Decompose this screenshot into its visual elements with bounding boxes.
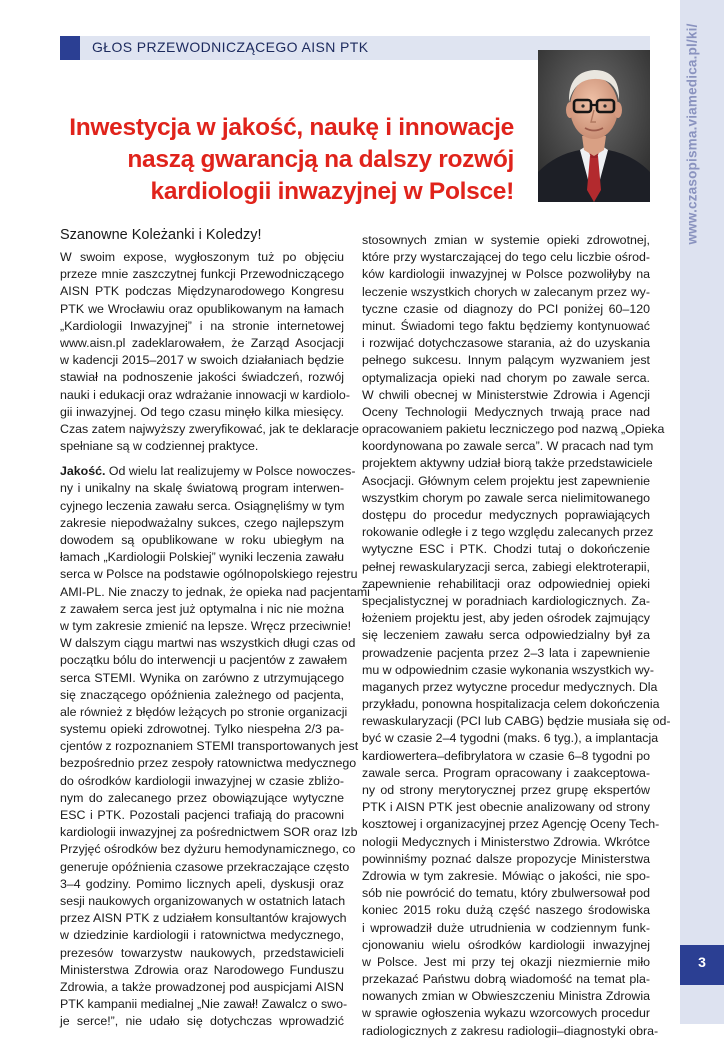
section-lead-quality: Jakość. [60,464,106,479]
text-line: sób nie powrócić do tematu, który zbulwersował pod [362,886,650,901]
text-line: serca w Polsce na podstawie ogólnopolskiego rejestru [60,567,358,582]
text-line: serca STEMI. Wynika on zarówno z utrzymującego [60,670,344,685]
text-line: nologii Medycznych i Ministerstwo Zdrowia. Wkrótce [362,834,650,849]
text-line: które przy wystarczającej do tego celu liczbie ośrod- [362,250,650,265]
text-line: PTK kampanii medialnej „Nie zawał! Zawalcz o swo- [60,997,348,1012]
text-line: wytyczne ESC i PTK. Chodzi tutaj o dokończenie [362,542,650,557]
text-line: AISN PTK podczas Międzynarodowego Kongresu [60,284,344,299]
text-line: Zdrowia w tym zakresie. Mówiąc o jakości, nie spo- [362,868,650,883]
text-line: w dziedzinie kardiologii i ratownictwa medycznego, [60,928,344,943]
journal-url-text[interactable]: www.czasopisma.viamedica.pl/ki/ [684,23,700,245]
text-line: zawale serca. Program opracowany i zaakceptowa- [362,765,650,780]
article-title [60,112,514,208]
paragraph-spacer [60,455,344,463]
text-line [60,463,356,480]
text-line: AMI-PL. Nie znaczy to jednak, że opieka nad pacjentami [60,584,370,599]
text-line: przeze mnie zaszczytnej funkcji Przewodniczącego [60,267,344,282]
text-line: i rozwijać dotychczasowe starania, aż do uzyskania [362,336,650,351]
text-line: dowodem są opublikowane w roku ubiegłym na [60,533,344,547]
text-line: optymalizacja opieki nad chorym po zawale serca. [362,370,650,385]
text-line: tyczne czasie od diagnozy do PCI poniżej 60–120 [362,301,650,316]
left-column [60,249,370,1030]
text-line: w tym zakresie zmienić na lepsze. Wręcz przeciwnie! [60,618,352,633]
text-line: koordynowana po zawale serca”. W pracach nad tym [362,439,654,454]
text-line: się znaczącego opóźnienia zależnego od pacjenta, [60,687,344,702]
text-line: powinniśmy poznać dalsze propozycje Ministerstwa [362,851,650,866]
text-line: wszystkim chorym po zawale serca nielimitowanego [362,490,650,505]
text-line: kardiowertera–defibrylatora w czasie 6–8 tygodni po [362,748,650,763]
text-line: rokowanie odległe i z tego względu zalecanych przez [362,525,654,540]
text-line: rewaskularyzacji (PCI lub CABG) będzie musiała się od- [362,714,671,729]
text-line: opracowaniem pakietu leczniczego pod nazwą „Opieka [362,422,665,437]
text-line: ale również z błędów leżących po stronie organizacji [60,704,348,719]
text-line: W swoim expose, wygłoszonym tuż po objęciu [60,250,344,264]
section-title: GŁOS PRZEWODNICZĄCEGO AISN PTK [92,39,369,55]
text-line: PTK i AISN PTK jest obecnie analizowany od strony [362,800,650,815]
text-line: dostępu do procedur medycznych poprawiających [362,508,650,522]
text-line: cjonowaniu wielu ośrodków kardiologii inwazyjnej [362,937,650,952]
text-line: specjalistycznej w poradniach kardiologicznych. Za- [362,593,650,608]
text-line: leczenie wszystkich chorych w zalecanym przez wy- [362,284,650,299]
text-line: koniec 2015 roku dużą część naszego środowiska [362,903,650,918]
text-line: mu w odpowiednim czasie wykonania wszystkich wy- [362,662,654,677]
text-line: maganych przez wytyczne procedur medycznych. Dla [362,679,658,694]
text-line: kardiologii inwazyjnej za pośrednictwem SOR oraz Izb [60,825,358,840]
section-header-marker [60,36,80,60]
text-line: ESC i PTK. Pozostali pacjenci trafiają do pracowni [60,808,344,822]
text-line: do ośrodków kardiologii inwazyjnej w czasie zbliżo- [60,773,344,788]
text-line: radiologicznych z zakresu radiologii–diagnostyki obra- [362,1023,659,1038]
text-line: przez AISN PTK z udziałem konsultantów krajowych [60,911,347,926]
text-line: zakresie niepodważalny sukces, czego najlepszym [60,515,344,530]
text-line: W dalszym ciągu martwi nas wszystkich długi czas od [60,636,356,651]
text-fragment: Od wielu lat realizujemy w Polsce nowoczes- [105,464,356,479]
text-line: i wprowadził duże utrudnienia w codziennym funk- [362,920,650,935]
text-line: pełnej rewaskularyzacji serca, zabiegi elektroterapii, [362,559,650,574]
greeting: Szanowne Koleżanki i Koledzy! [60,227,262,243]
text-line: Oceny Technologii Medycznych trwają prace nad [362,404,650,419]
journal-url[interactable] [664,23,720,245]
text-line: ny od strony merytorycznej przez grupę ekspertów [362,783,650,797]
text-line: Ministerstwa Zdrowia oraz Narodowego Funduszu [60,962,344,977]
text-line: bezpośrednio przez zespoły ratownictwa medycznego [60,756,357,771]
text-line: z zawałem serca jest już optymalna i nic nie można [60,601,344,616]
text-line: przekazać Państwu dobrą wiadomość na temat pla- [362,972,650,987]
text-line: Asocjacji. Głównym celem projektu jest zapewnienie [362,473,650,488]
text-line: pełnego sukcesu. Innym palącym wyzwaniem jest [362,353,650,368]
text-line: stosownych zmian w systemie opieki zdrowotnej, [362,233,650,247]
text-line: kosztowej i organizacyjnej przez Agencję Oceny Tech- [362,817,660,832]
text-line: minut. Świadomi tego faktu będziemy kontynuować [362,318,650,333]
text-line: w kadencji 2015–2017 w swoich działaniach będzie [60,353,344,368]
text-line: gii inwazyjnej. Od tego czasu minęło kilka miesięcy. [60,404,344,419]
text-line: być w czasie 2–4 tygodni (maks. 6 tyg.), a implantacja [362,731,659,746]
text-line: prowadzenie pacjenta przez 2–3 lata i zapewnienie [362,645,650,660]
text-line: www.aisn.pl zadeklarowałem, że Zarząd Asocjacji [60,335,344,350]
text-line: 3–4 godziny. Pomimo licznych apeli, dyskusji oraz [60,876,344,891]
text-line: ny i unikalny na skalę światową program interwen- [60,481,344,496]
text-line: łamach „Kardiologii Polskiej” wyniki leczenia zawału [60,550,344,565]
text-line: w sprawie ogłoszenia wykazu wzorcowych procedur [362,1006,650,1021]
text-line: cyjnego leczenia zawału serca. Osiągnęliśmy w tym [60,498,345,513]
text-line: cjentów z rozpoznaniem STEMI transportowanych jest [60,739,359,754]
title-line: kardiologii inwazyjnej w Polsce! [150,178,514,205]
text-line: przykładu, ponowna hospitalizacja celem dokończenia [362,697,660,712]
text-line: „Kardiologii Inwazyjnej” i na stronie internetowej [60,318,344,333]
text-line: je serce!”, nie udało się dotychczas wprowadzić [60,1014,344,1029]
text-line: projektem aktywny udział biorą także przedstawiciele [362,456,653,471]
text-line: nauki i edukacji oraz wdrażanie innowacji w kardiolo- [60,387,350,402]
text-line: w Polsce. Jest mi przy tej okazji niezmiernie miło [362,954,650,969]
text-line: Przyjęć ośrodków bez dyżuru hemodynamicznego, co [60,842,356,857]
text-line: początku bólu do interwencji u pacjentów z zawałem [60,653,348,668]
text-line: prezesów towarzystw naukowych, przedstawicieli [60,945,344,960]
text-line: W chwili obecnej w Ministerstwie Zdrowia i Agencji [362,387,650,402]
text-line: stawiał na podnoszenie jakości świadczeń, rozwój [60,370,344,385]
text-line: zapewnienie rehabilitacji oraz odpowiedniej opieki [362,576,650,591]
page-number: 3 [698,954,706,970]
text-line: spełniane są w codziennej praktyce. [60,439,259,454]
text-line: się leczeniem zawału serca odpowiedzialny był za [362,628,650,643]
text-line: Zdrowia, a także prowadzonej pod auspicjami AISN [60,979,344,994]
text-line: ków kardiologii inwazyjnej w Polsce pozwoliłyby na [362,267,650,282]
text-line: generuje opóźnienia czasowe przekraczające często [60,859,350,874]
text-line: nowanych zmian w Obwieszczeniu Ministra Zdrowia [362,989,650,1004]
text-line: systemu opieki zdrowotnej. Tylko niespełna 2/3 pa- [60,722,344,737]
text-line: Czas zatem najwyższy zweryfikować, jak te deklaracje [60,421,359,436]
text-line: nym do zalecanego przez obowiązujące wytyczne [60,790,344,805]
title-line: Inwestycja w jakość, naukę i innowacje [69,114,514,141]
text-line: PTK we Wrocławiu oraz opublikowanym na łamach [60,301,344,316]
text-line: sesji naukowych organizowanych w ostatnich latach [60,893,346,908]
portrait-image [538,50,650,202]
author-portrait [538,50,650,202]
right-column [362,232,671,1040]
text-line: łożeniem projektu jest, aby jeden ośrodek zajmujący [362,611,650,626]
title-line: naszą gwarancją na dalszy rozwój [127,146,514,173]
